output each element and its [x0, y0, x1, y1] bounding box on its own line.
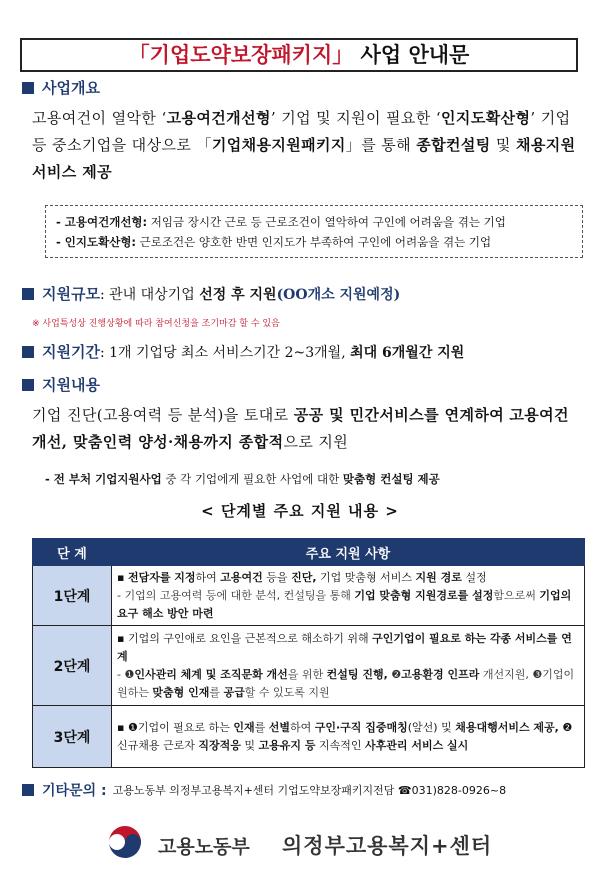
table-header-row [33, 539, 585, 566]
definition-box [45, 205, 583, 258]
ministry-name: 고용노동부 [158, 836, 250, 858]
square-bullet-icon [22, 288, 34, 300]
taegeuk-logo-icon [105, 822, 145, 862]
square-bullet-icon [22, 784, 34, 796]
square-bullet-icon [22, 379, 34, 391]
square-bullet-icon [22, 82, 34, 94]
contact-info: 기타문의 : 고용노동부 의정부고용복지+센터 기업도약보장패키지전담 ☎031)828-0926~8 [22, 780, 506, 800]
square-bullet-icon [22, 346, 34, 358]
col-content: 주요 지원 사항 [112, 539, 585, 566]
stage-desc: ▪ ❶기업이 필요로 하는 인재를 선별하여 구인·구직 집중매칭(알선) 및 채용대행서비스 제공, ❷신규채용 근로자 직장적응 및 고용유지 등 지속적인 사후관리 서비스 실시 [112, 706, 585, 768]
stage-cell: 2단계 [33, 626, 112, 706]
table-row [33, 566, 585, 626]
table-row [33, 706, 585, 768]
section-scale-heading: 지원규모 : 관내 대상기업 선정 후 지원(OO개소 지원예정) [22, 283, 400, 304]
definition-awareness: - 인지도확산형: 근로조건은 양호한 반면 인지도가 부족하여 구인에 어려움을 겪는 기업 [56, 235, 492, 249]
table-row [33, 626, 585, 706]
overview-paragraph: 고용여건이 열악한 ‘고용여건개선형’ 기업 및 지원이 필요한 ‘인지도확산형’ 기업 등 중소기업을 대상으로 「기업채용지원패키지」를 통해 종합컨설팅 및 채용지원서비스 제공 [32, 109, 576, 181]
stage-cell: 1단계 [33, 566, 112, 626]
page-title: 「기업도약보장패키지」 사업 안내문 [20, 38, 578, 72]
table-heading: < 단계별 주요 지원 내용 > [201, 502, 399, 520]
definition-improve: - 고용여건개선형: 저임금 장시간 근로 등 근로조건이 열악하여 구인에 어려움을 겪는 기업 [56, 215, 506, 229]
stage-cell: 3단계 [33, 706, 112, 768]
col-stage: 단 계 [33, 539, 112, 566]
stage-table [32, 538, 585, 768]
section-content-heading: 지원내용 [22, 374, 100, 395]
content-sub: - 전 부처 기업지원사업 중 각 기업에게 필요한 사업에 대한 맞춤형 컨설팅 제공 [45, 472, 440, 486]
section-period-heading: 지원기간 : 1개 기업당 최소 서비스기간 2~3개월, 최대 6개월간 지원 [22, 341, 464, 362]
center-name: 의정부고용복지+센터 [282, 834, 493, 858]
content-paragraph: 기업 진단(고용여력 등 분석)을 토대로 공공 및 민간서비스를 연계하여 고용여건 개선, 맞춤인력 양성·채용까지 종합적으로 지원 [32, 406, 569, 451]
section-overview-heading: 사업개요 [22, 77, 100, 98]
stage-desc: ▪ 전담자를 지정하여 고용여건 등을 진단, 기업 맞춤형 서비스 지원 경로 설정 - 기업의 고용여력 등에 대한 분석, 컨설팅을 통해 기업 맞춤형 지원경로를 설정함으로써 기업의 요구 해소 방안 마련 [112, 566, 585, 626]
stage-desc: ▪ 기업의 구인애로 요인을 근본적으로 해소하기 위해 구인기업이 필요로 하는 각종 서비스를 연계 - ❶인사관리 체계 및 조직문화 개선을 위한 컨설팅 진행, ❷고용환경 인프라 개선지원, ❸기업이 원하는 맞춤형 인재를 공급할 수 있도록 지원 [112, 626, 585, 706]
scale-note: ※ 사업특성상 진행상황에 따라 참여신청을 조기마감 할 수 있음 [32, 319, 280, 329]
